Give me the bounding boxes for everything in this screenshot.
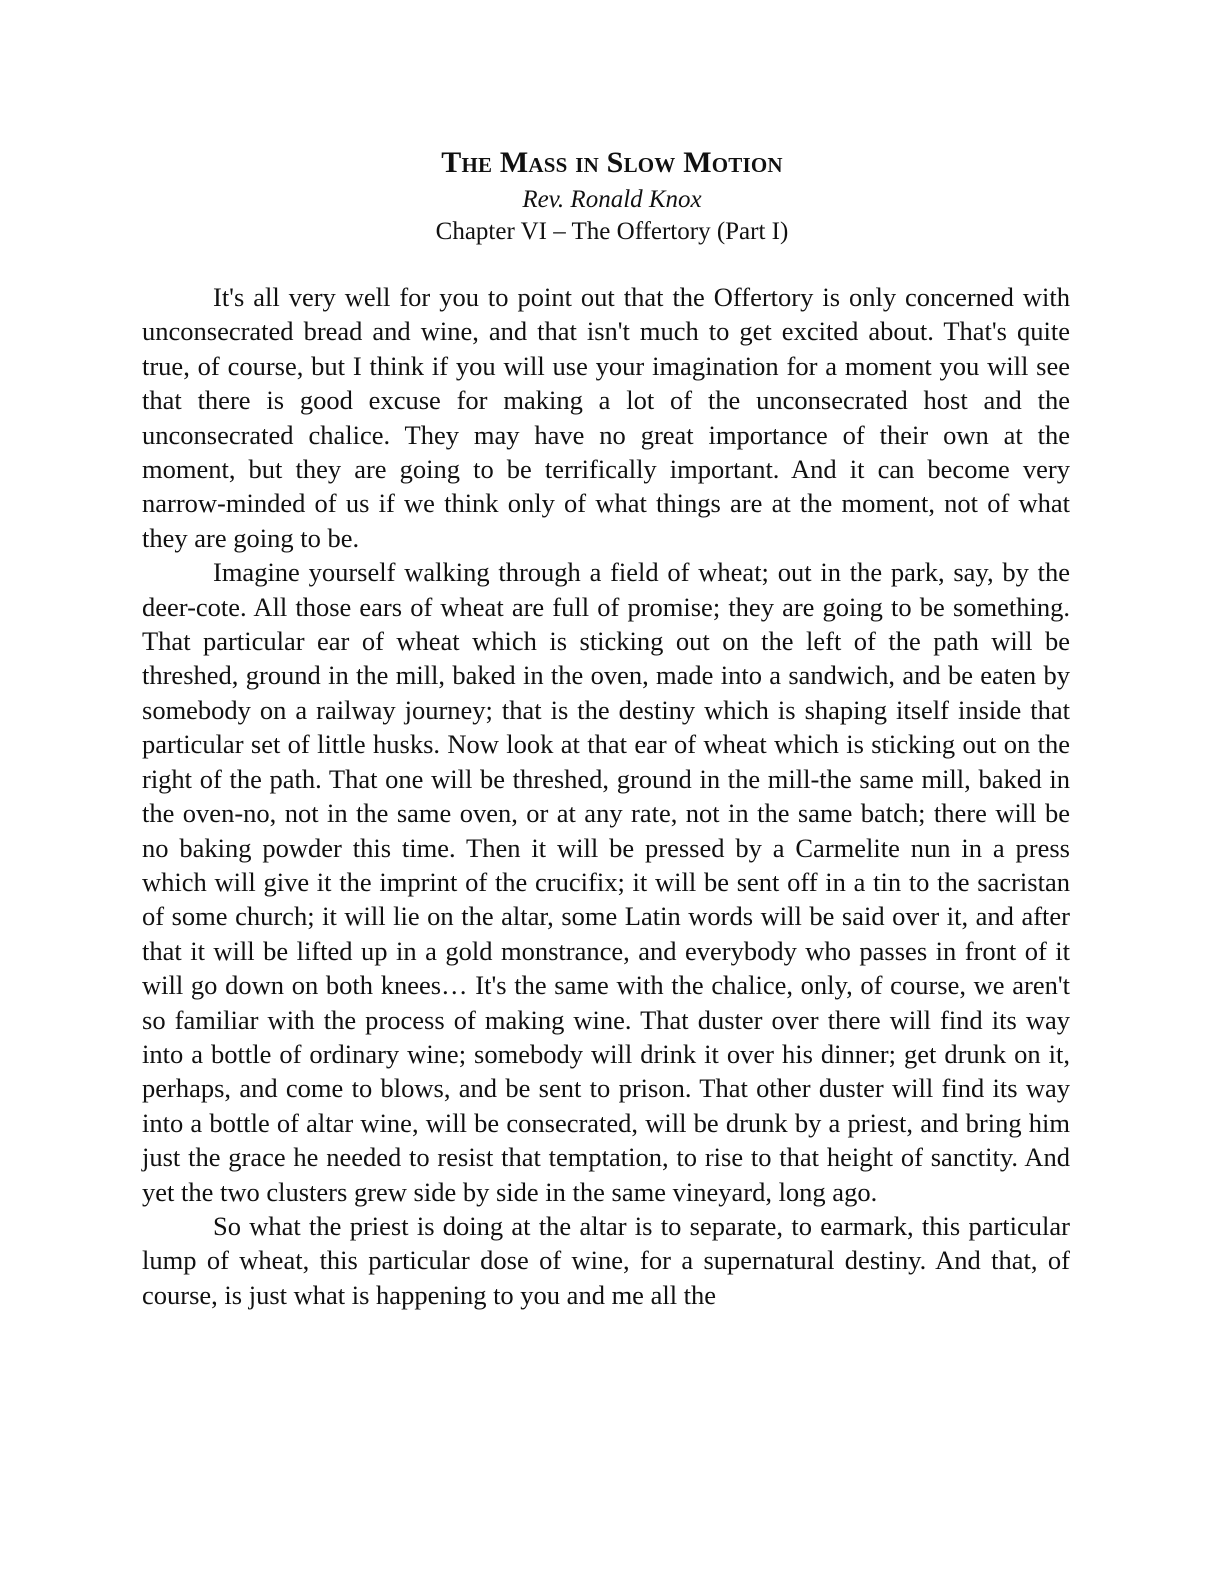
document-header [0,142,1224,248]
paragraph: Imagine yourself walking through a field of wheat; out in the park, say, by the deer-cote. All those ears of wheat are full of promise; they are going to be something. That particular ear of wheat which is sticking out on the left of the path will be threshed, ground in the mill, baked in the oven, made into a sandwich, and be eaten by somebody on a railway journey; that is the destiny which is shaping itself inside that particular set of little husks. Now look at that ear of wheat which is sticking out on the right of the path. That one will be threshed, ground in the mill-the same mill, baked in the oven-no, not in the same oven, or at any rate, not in the same batch; there will be no baking powder this time. Then it will be pressed by a Carmelite nun in a press which will give it the imprint of the crucifix; it will be sent off in a tin to the sacristan of some church; it will lie on the altar, some Latin words will be said over it, and after that it will be lifted up in a gold monstrance, and everybody who passes in front of it will go down on both knees… It's the same with the chalice, only, of course, we aren't so familiar with the process of making wine. That duster over there will find its way into a bottle of ordinary wine; somebody will drink it over his dinner; get drunk on it, perhaps, and come to blows, and be sent to prison. That other duster will find its way into a bottle of altar wine, will be consecrated, will be drunk by a priest, and bring him just the grace he needed to resist that temptation, to rise to that height of sanctity. And yet the two clusters grew side by side in the same vineyard, long ago. [142,557,1070,1207]
paragraph: It's all very well for you to point out that the Offertory is only concerned with unconsecrated bread and wine, and that isn't much to get excited about. That's quite true, of course, but I think if you will use your imagination for a moment you will see that there is good excuse for making a lot of the unconsecrated host and the unconsecrated chalice. They may have no great importance of their own at the moment, but they are going to be terrifically important. And it can become very narrow-minded of us if we think only of what things are at the moment, not of what they are going to be. [142,282,1070,553]
chapter-heading: Chapter VI – The Offertory (Part I) [435,218,789,245]
paragraph: So what the priest is doing at the altar is to separate, to earmark, this particular lump of wheat, this particular dose of wine, for a supernatural destiny. And that, of course, is just what is happening to you and me all the [142,1210,1070,1310]
document-title: The Mass in Slow Motion [441,146,783,179]
body-text [142,280,1070,1312]
author-line: Rev. Ronald Knox [522,186,702,213]
